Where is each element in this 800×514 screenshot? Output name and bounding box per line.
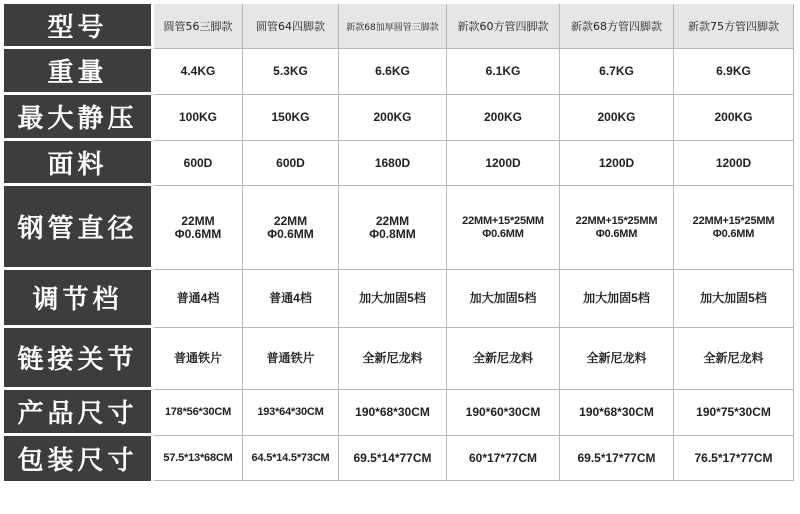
value-cell: 150KG xyxy=(243,95,339,141)
value-cell: 6.6KG xyxy=(339,49,447,95)
row-label-package-size: 包装尺寸 xyxy=(4,436,154,481)
value-cell: 1200D xyxy=(674,141,794,186)
value-cell: 69.5*14*77CM xyxy=(339,436,447,481)
model-header-5: 新款68方管四脚款 xyxy=(560,4,674,49)
value-cell: 200KG xyxy=(339,95,447,141)
value-cell: 22MM+15*25MM Φ0.6MM xyxy=(447,186,560,270)
value-cell: 190*75*30CM xyxy=(674,390,794,436)
value-cell: 178*56*30CM xyxy=(154,390,243,436)
value-cell: 100KG xyxy=(154,95,243,141)
value-cell: 60*17*77CM xyxy=(447,436,560,481)
row-label-weight: 重量 xyxy=(4,49,154,95)
spec-comparison-table xyxy=(4,4,794,510)
value-cell: 普通4档 xyxy=(243,270,339,328)
model-header-6: 新款75方管四脚款 xyxy=(674,4,794,49)
value-cell: 57.5*13*68CM xyxy=(154,436,243,481)
value-cell: 190*68*30CM xyxy=(339,390,447,436)
model-header-1: 圆管56三脚款 xyxy=(154,4,243,49)
value-cell: 全新尼龙料 xyxy=(447,328,560,390)
value-cell: 22MM Φ0.6MM xyxy=(154,186,243,270)
row-label-joint: 链接关节 xyxy=(4,328,154,390)
model-header-2: 圆管64四脚款 xyxy=(243,4,339,49)
value-cell: 6.1KG xyxy=(447,49,560,95)
value-cell: 190*68*30CM xyxy=(560,390,674,436)
value-cell: 加大加固5档 xyxy=(560,270,674,328)
value-cell: 190*60*30CM xyxy=(447,390,560,436)
value-cell: 普通铁片 xyxy=(154,328,243,390)
value-cell: 全新尼龙料 xyxy=(339,328,447,390)
row-label-max-load: 最大静压 xyxy=(4,95,154,141)
value-cell: 200KG xyxy=(560,95,674,141)
row-label-tube-diameter: 钢管直径 xyxy=(4,186,154,270)
value-cell: 69.5*17*77CM xyxy=(560,436,674,481)
row-label-model: 型号 xyxy=(4,4,154,49)
value-cell: 6.7KG xyxy=(560,49,674,95)
value-cell: 5.3KG xyxy=(243,49,339,95)
value-cell: 6.9KG xyxy=(674,49,794,95)
value-cell: 普通铁片 xyxy=(243,328,339,390)
row-label-product-size: 产品尺寸 xyxy=(4,390,154,436)
value-cell: 193*64*30CM xyxy=(243,390,339,436)
value-cell: 22MM+15*25MM Φ0.6MM xyxy=(674,186,794,270)
value-cell: 1680D xyxy=(339,141,447,186)
value-cell: 1200D xyxy=(447,141,560,186)
value-cell: 全新尼龙料 xyxy=(560,328,674,390)
value-cell: 1200D xyxy=(560,141,674,186)
value-cell: 普通4档 xyxy=(154,270,243,328)
value-cell: 600D xyxy=(154,141,243,186)
value-cell: 全新尼龙料 xyxy=(674,328,794,390)
value-cell: 200KG xyxy=(447,95,560,141)
model-header-4: 新款60方管四脚款 xyxy=(447,4,560,49)
value-cell: 加大加固5档 xyxy=(339,270,447,328)
row-label-fabric: 面料 xyxy=(4,141,154,186)
value-cell: 22MM Φ0.6MM xyxy=(243,186,339,270)
value-cell: 200KG xyxy=(674,95,794,141)
value-cell: 加大加固5档 xyxy=(674,270,794,328)
value-cell: 76.5*17*77CM xyxy=(674,436,794,481)
value-cell: 4.4KG xyxy=(154,49,243,95)
value-cell: 22MM+15*25MM Φ0.6MM xyxy=(560,186,674,270)
row-label-adjustment: 调节档 xyxy=(4,270,154,328)
value-cell: 64.5*14.5*73CM xyxy=(243,436,339,481)
value-cell: 22MM Φ0.8MM xyxy=(339,186,447,270)
model-header-3: 新款68加厚圆管三脚款 xyxy=(339,4,447,49)
value-cell: 600D xyxy=(243,141,339,186)
value-cell: 加大加固5档 xyxy=(447,270,560,328)
